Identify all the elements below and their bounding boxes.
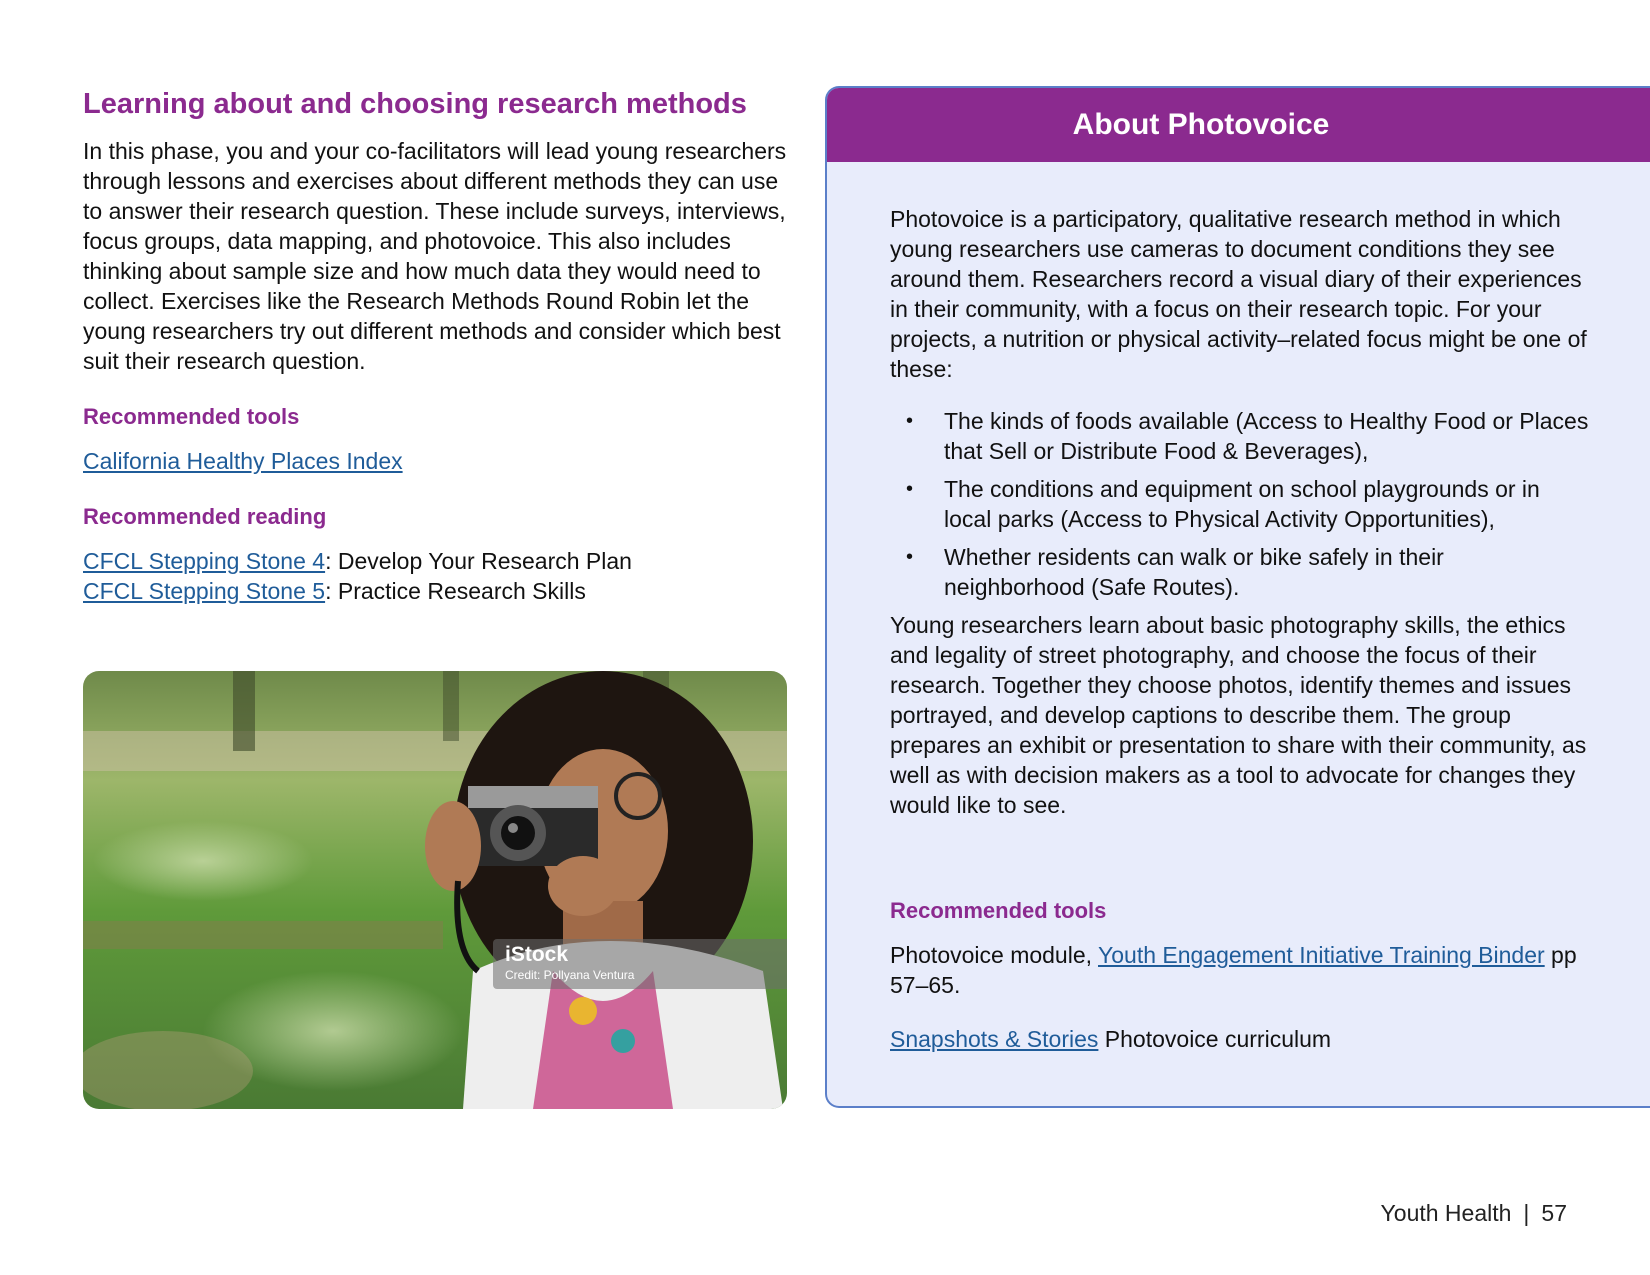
california-healthy-places-index-link[interactable]: California Healthy Places Index — [83, 448, 403, 474]
tool-suffix: pp 57–65. — [890, 942, 1577, 998]
intro-paragraph: In this phase, you and your co-facilitators will lead young researchers through lessons and exercises about different methods they can use to answer their research question. These include surveys, interviews, focus groups, data mapping, and photovoice. This also includes thinking about sample size and how much data they would need to collect. Exercises like the Research Methods Round Robin let the young researchers try out different methods and consider which best suit their research question. — [83, 138, 787, 374]
training-binder-link[interactable]: Youth Engagement Initiative Training Binder — [1098, 942, 1545, 968]
watermark-brand: iStock — [505, 943, 569, 966]
list-item: • Whether residents can walk or bike safely in their neighborhood (Safe Routes). — [944, 542, 1590, 602]
watermark-credit: Credit: Pollyana Ventura — [505, 968, 635, 982]
box-content — [890, 204, 1590, 820]
stepping-stone-5-link[interactable]: CFCL Stepping Stone 5 — [83, 578, 326, 604]
recommended-reading-heading: Recommended reading — [83, 504, 327, 529]
istock-watermark — [493, 939, 787, 989]
list-item: • The conditions and equipment on school playgrounds or in local parks (Access to Physical Activity Opportunities), — [944, 474, 1590, 534]
box-recommended-tools — [890, 896, 1590, 1078]
recommended-tools-heading: Recommended tools — [83, 404, 300, 429]
page-number: 57 — [1541, 1200, 1567, 1226]
photo-illustration — [83, 671, 787, 1109]
snapshots-stories-link[interactable]: Snapshots & Stories — [890, 1026, 1099, 1052]
stepping-stone-4-link[interactable]: CFCL Stepping Stone 4 — [83, 548, 326, 574]
tool-suffix: Photovoice curriculum — [1098, 1026, 1332, 1052]
page-footer — [1381, 1198, 1567, 1228]
tool-prefix: Photovoice module, — [890, 942, 1098, 968]
footer-separator: | — [1523, 1200, 1530, 1226]
reading-item-text: : Practice Research Skills — [325, 578, 586, 604]
list-item: • The kinds of foods available (Access to Healthy Food or Places that Sell or Distribute Food & Beverages), — [944, 406, 1590, 466]
photographer-photo — [83, 671, 787, 1109]
reading-item-text: : Develop Your Research Plan — [325, 548, 632, 574]
footer-section: Youth Health — [1380, 1200, 1512, 1226]
reading-item — [83, 576, 803, 606]
about-photovoice-box — [825, 86, 1650, 1108]
tool-item — [890, 1024, 1590, 1054]
reading-item — [83, 546, 803, 576]
photovoice-intro-paragraph: Photovoice is a participatory, qualitative research method in which young researchers use cameras to document conditions they see around them. Researchers record a visual diary of their experiences in their community, with a focus on their research topic. For your projects, a nutrition or physical activity–related focus might be one of these: — [890, 206, 1587, 382]
photovoice-process-paragraph: Young researchers learn about basic photography skills, the ethics and legality of street photography, and choose the focus of their research. Together they choose photos, identify themes and issues portrayed, and develop captions to describe them. The group prepares an exhibit or presentation to share with their community, as well as with decision makers as a tool to advocate for changes they would like to see. — [890, 612, 1587, 818]
tool-item — [890, 940, 1590, 1000]
section-title: Learning about and choosing research methods — [83, 88, 747, 120]
box-tools-heading: Recommended tools — [890, 898, 1107, 923]
box-header: About Photovoice — [827, 88, 1650, 162]
focus-list — [890, 406, 1590, 602]
left-column — [83, 84, 803, 606]
